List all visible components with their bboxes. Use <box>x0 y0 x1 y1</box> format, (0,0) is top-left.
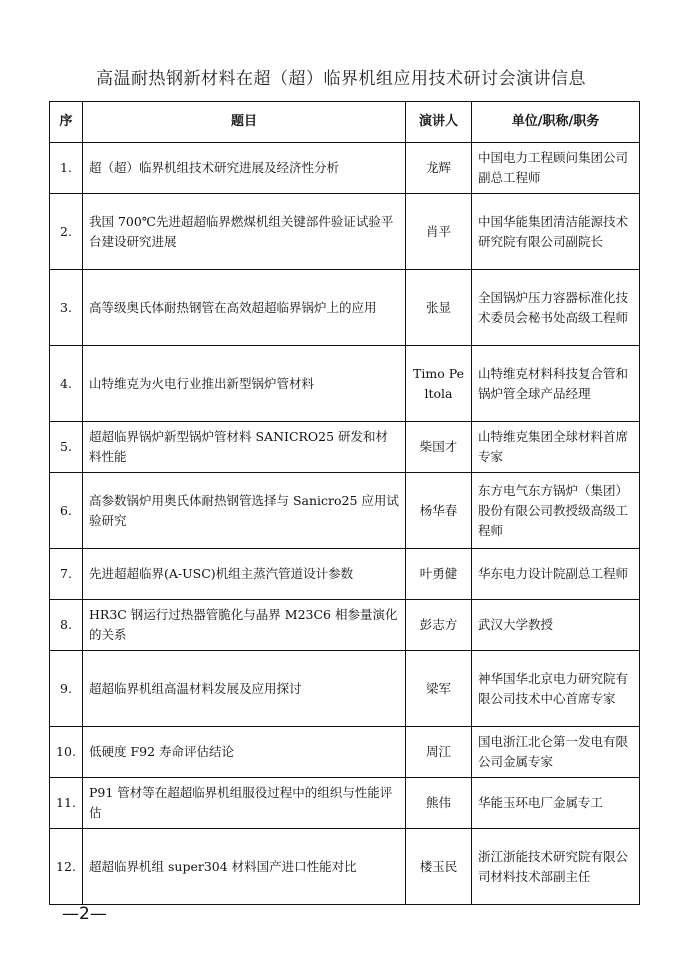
cell-topic: 先进超超临界(A-USC)机组主蒸汽管道设计参数 <box>83 549 406 600</box>
cell-no: 5. <box>50 422 83 473</box>
cell-topic: 超超临界机组 super304 材料国产进口性能对比 <box>83 829 406 905</box>
page-number: —2— <box>62 904 107 924</box>
cell-no: 9. <box>50 651 83 727</box>
cell-no: 1. <box>50 143 83 194</box>
cell-speaker: 龙辉 <box>406 143 472 194</box>
cell-no: 3. <box>50 270 83 346</box>
cell-topic: 高参数锅炉用奥氏体耐热钢管选择与 Sanicro25 应用试验研究 <box>83 473 406 549</box>
cell-speaker: 楼玉民 <box>406 829 472 905</box>
cell-no: 4. <box>50 346 83 422</box>
cell-speaker: 周江 <box>406 727 472 778</box>
cell-topic: 超（超）临界机组技术研究进展及经济性分析 <box>83 143 406 194</box>
cell-no: 10. <box>50 727 83 778</box>
header-no: 序 <box>50 102 83 143</box>
cell-topic: HR3C 钢运行过热器管脆化与晶界 M23C6 相参量演化的关系 <box>83 600 406 651</box>
cell-speaker: 张显 <box>406 270 472 346</box>
cell-topic: 超超临界锅炉新型锅炉管材料 SANICRO25 研发和材料性能 <box>83 422 406 473</box>
cell-topic: 超超临界机组高温材料发展及应用探讨 <box>83 651 406 727</box>
table-row <box>50 651 640 727</box>
cell-speaker: 柴国才 <box>406 422 472 473</box>
cell-no: 6. <box>50 473 83 549</box>
cell-speaker: 熊伟 <box>406 778 472 829</box>
cell-unit: 浙江浙能技术研究院有限公司材料技术部副主任 <box>472 829 640 905</box>
table-header-row <box>50 102 640 143</box>
document-title: 高温耐热钢新材料在超（超）临界机组应用技术研讨会演讲信息 <box>96 69 586 89</box>
cell-unit: 华能玉环电厂金属专工 <box>472 778 640 829</box>
cell-topic: 低硬度 F92 寿命评估结论 <box>83 727 406 778</box>
cell-speaker: 梁军 <box>406 651 472 727</box>
cell-unit: 山特维克材料科技复合管和锅炉管全球产品经理 <box>472 346 640 422</box>
cell-unit: 华东电力设计院副总工程师 <box>472 549 640 600</box>
table-row <box>50 194 640 270</box>
cell-speaker: 肖平 <box>406 194 472 270</box>
table-row <box>50 143 640 194</box>
table-row <box>50 473 640 549</box>
cell-no: 8. <box>50 600 83 651</box>
table-row <box>50 778 640 829</box>
table-row <box>50 727 640 778</box>
table-row <box>50 600 640 651</box>
cell-no: 11. <box>50 778 83 829</box>
cell-topic: 山特维克为火电行业推出新型锅炉管材料 <box>83 346 406 422</box>
cell-speaker: 杨华春 <box>406 473 472 549</box>
cell-topic: 我国 700℃先进超超临界燃煤机组关键部件验证试验平台建设研究进展 <box>83 194 406 270</box>
cell-no: 12. <box>50 829 83 905</box>
cell-unit: 武汉大学教授 <box>472 600 640 651</box>
cell-unit: 中国电力工程顾问集团公司副总工程师 <box>472 143 640 194</box>
header-speaker: 演讲人 <box>406 102 472 143</box>
cell-speaker: Timo Peltola <box>406 346 472 422</box>
table-row <box>50 422 640 473</box>
cell-unit: 山特维克集团全球材料首席专家 <box>472 422 640 473</box>
header-topic: 题目 <box>83 102 406 143</box>
cell-unit: 中国华能集团清洁能源技术研究院有限公司副院长 <box>472 194 640 270</box>
cell-topic: 高等级奥氏体耐热钢管在高效超超临界锅炉上的应用 <box>83 270 406 346</box>
cell-topic: P91 管材等在超超临界机组服役过程中的组织与性能评估 <box>83 778 406 829</box>
cell-unit: 神华国华北京电力研究院有限公司技术中心首席专家 <box>472 651 640 727</box>
table-row <box>50 549 640 600</box>
cell-unit: 全国锅炉压力容器标准化技术委员会秘书处高级工程师 <box>472 270 640 346</box>
table-row <box>50 270 640 346</box>
table-row <box>50 346 640 422</box>
cell-no: 2. <box>50 194 83 270</box>
cell-speaker: 叶勇健 <box>406 549 472 600</box>
header-unit: 单位/职称/职务 <box>472 102 640 143</box>
cell-no: 7. <box>50 549 83 600</box>
cell-unit: 国电浙江北仑第一发电有限公司金属专家 <box>472 727 640 778</box>
speaker-table <box>49 101 640 905</box>
cell-unit: 东方电气东方锅炉（集团）股份有限公司教授级高级工程师 <box>472 473 640 549</box>
cell-speaker: 彭志方 <box>406 600 472 651</box>
table-row <box>50 829 640 905</box>
